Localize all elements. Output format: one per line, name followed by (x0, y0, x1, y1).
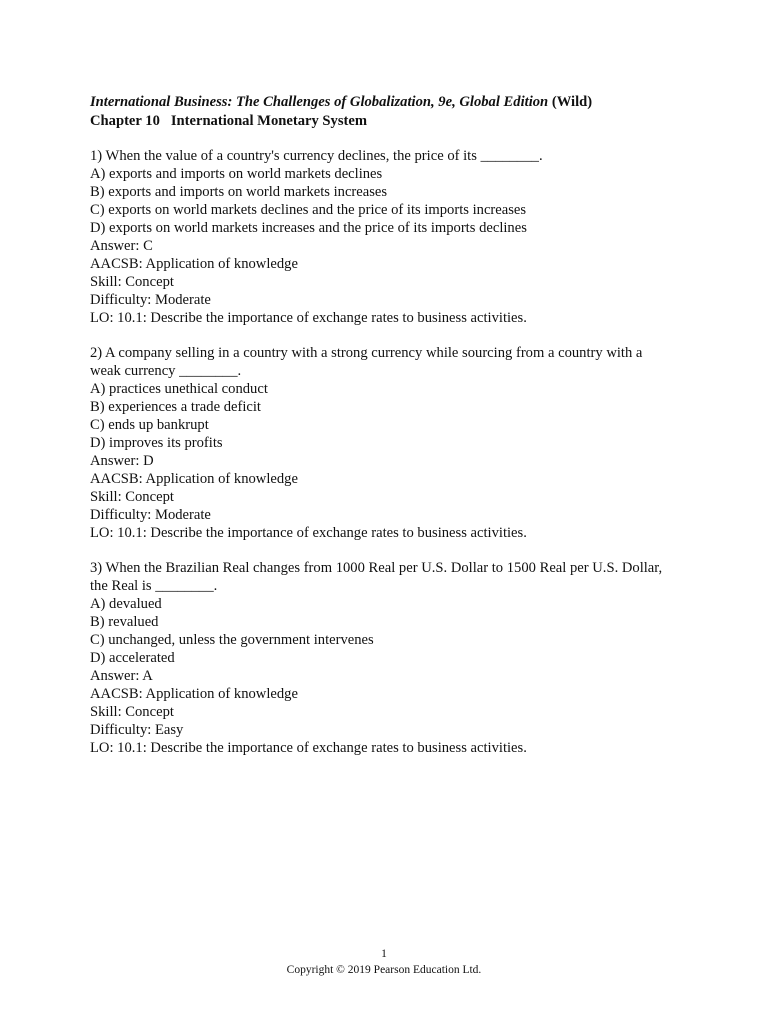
answer: Answer: C (90, 238, 153, 254)
option-d: D) accelerated (90, 650, 175, 666)
learning-objective: LO: 10.1: Describe the importance of exchange rates to business activities. (90, 310, 527, 326)
book-title: International Business: The Challenges of Globalization, 9e, Global Edition (90, 94, 549, 110)
copyright-notice: Copyright © 2019 Pearson Education Ltd. (286, 964, 482, 976)
skill: Skill: Concept (90, 704, 174, 720)
option-b: B) revalued (90, 614, 159, 630)
option-b: B) exports and imports on world markets increases (90, 184, 388, 200)
learning-objective: LO: 10.1: Describe the importance of exchange rates to business activities. (90, 525, 527, 541)
question-1 (90, 147, 675, 327)
difficulty: Difficulty: Moderate (90, 507, 211, 523)
page-footer (0, 946, 768, 978)
option-a: A) practices unethical conduct (90, 381, 268, 397)
option-c: C) ends up bankrupt (90, 417, 209, 433)
book-title-line (90, 93, 710, 112)
question-list (90, 147, 675, 774)
option-a: A) devalued (90, 596, 162, 612)
difficulty: Difficulty: Easy (90, 722, 184, 738)
answer: Answer: A (90, 668, 153, 684)
option-c: C) unchanged, unless the government intervenes (90, 632, 374, 648)
document-header (90, 93, 710, 131)
skill: Skill: Concept (90, 274, 174, 290)
option-a: A) exports and imports on world markets declines (90, 166, 383, 182)
option-b: B) experiences a trade deficit (90, 399, 261, 415)
chapter-title: International Monetary System (170, 113, 368, 129)
chapter-heading (90, 112, 710, 131)
question-stem: 1) When the value of a country's currency declines, the price of its ________. (90, 148, 543, 164)
answer: Answer: D (90, 453, 154, 469)
question-stem: 2) A company selling in a country with a strong currency while sourcing from a country with a weak currency ________. (90, 345, 643, 379)
aacsb: AACSB: Application of knowledge (90, 686, 298, 702)
aacsb: AACSB: Application of knowledge (90, 256, 298, 272)
option-d: D) exports on world markets increases and the price of its imports declines (90, 220, 527, 236)
chapter-number: Chapter 10 (90, 113, 160, 129)
question-2 (90, 344, 675, 542)
learning-objective: LO: 10.1: Describe the importance of exchange rates to business activities. (90, 740, 527, 756)
page-number: 1 (381, 948, 387, 960)
author: (Wild) (551, 94, 593, 110)
aacsb: AACSB: Application of knowledge (90, 471, 298, 487)
question-3 (90, 559, 675, 757)
option-c: C) exports on world markets declines and the price of its imports increases (90, 202, 527, 218)
question-stem: 3) When the Brazilian Real changes from 1000 Real per U.S. Dollar to 1500 Real per U.S. Dollar, the Real is ________. (90, 560, 663, 594)
option-d: D) improves its profits (90, 435, 223, 451)
skill: Skill: Concept (90, 489, 174, 505)
difficulty: Difficulty: Moderate (90, 292, 211, 308)
